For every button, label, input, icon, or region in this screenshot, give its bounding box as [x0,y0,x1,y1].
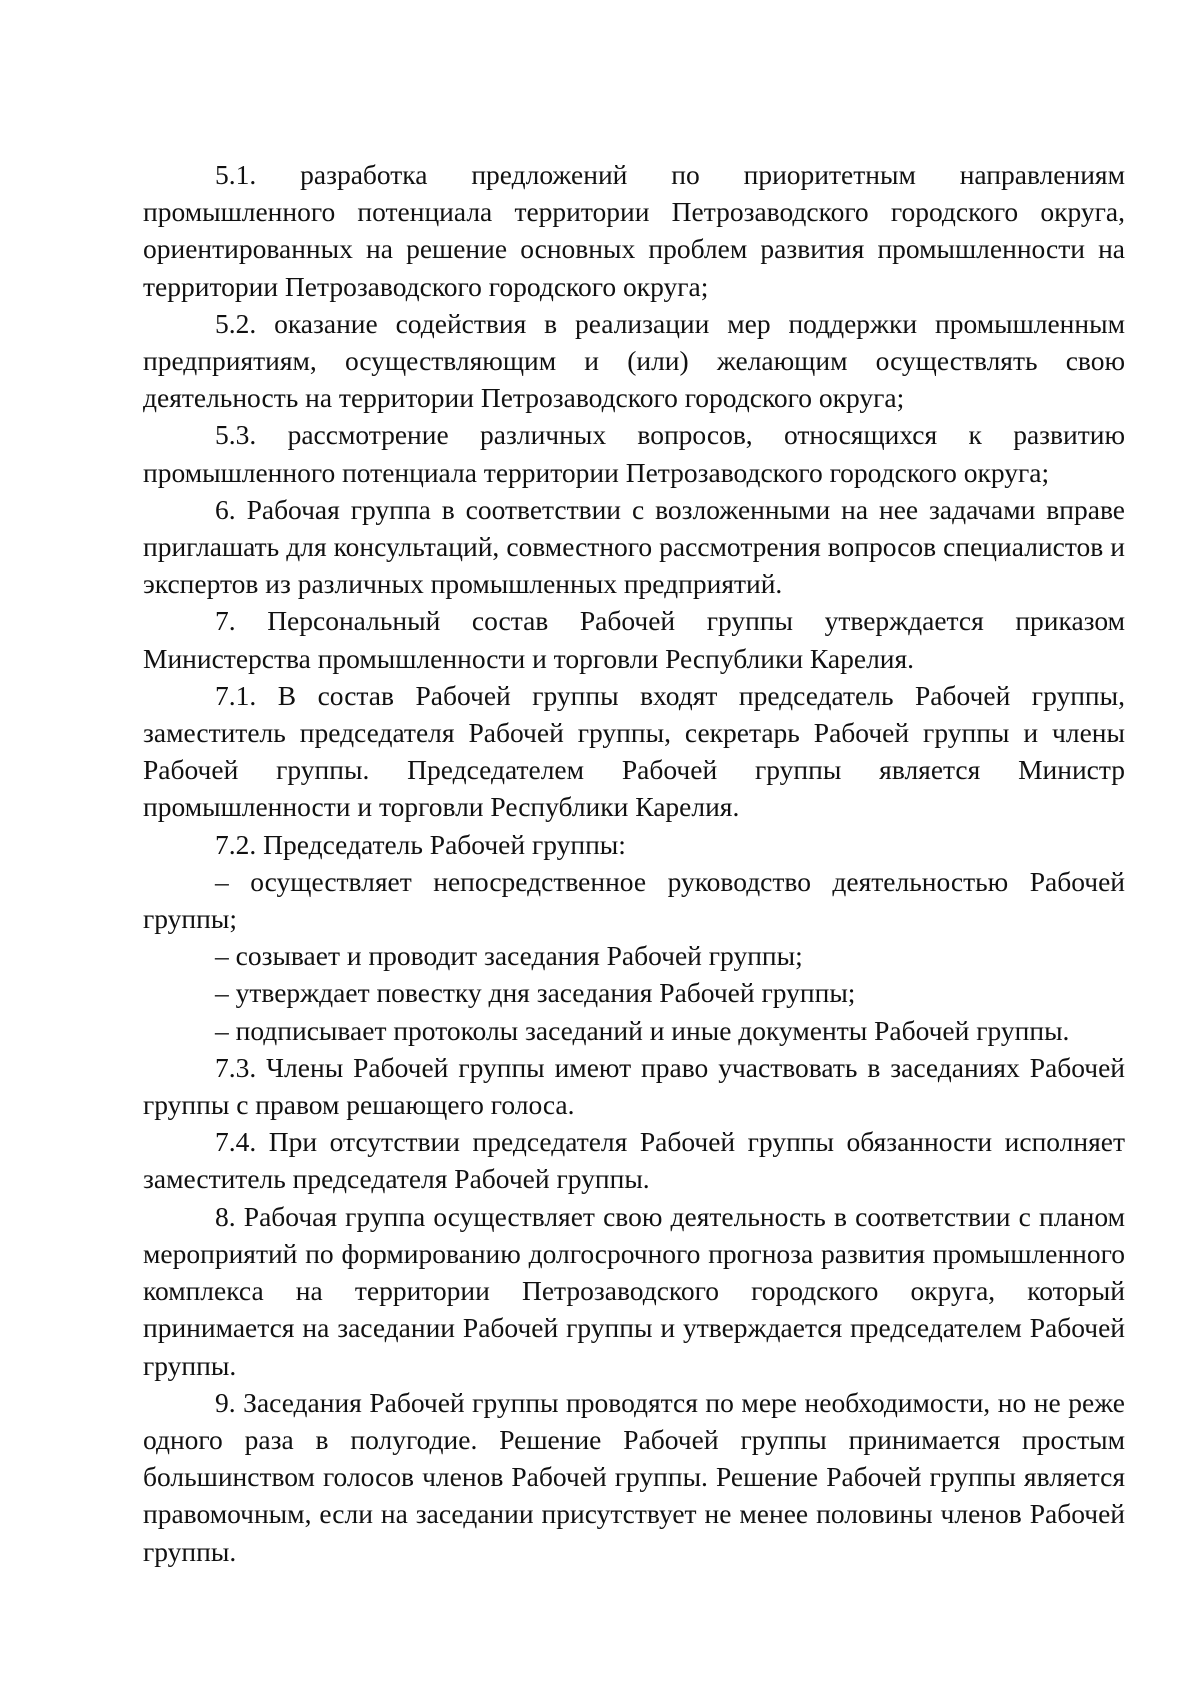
list-item-management: – осуществляет непосредственное руководство деятельностью Рабочей группы; [143,865,1125,935]
list-item-convene: – созывает и проводит заседания Рабочей группы; [215,940,803,972]
paragraph-7-4: 7.4. При отсутствии председателя Рабочей группы обязанности исполняет заместитель председателя Рабочей группы. [143,1126,1125,1195]
paragraph-8: 8. Рабочая группа осуществляет свою деятельность в соответствии с планом мероприятий по формированию долгосрочного прогноза развития промышленного комплекса на территории Петрозаводского городского округа, который принимается на заседании Рабочей группы и утверждается председателем Рабочей группы. [143,1200,1125,1381]
paragraph-7: 7. Персональный состав Рабочей группы утверждается приказом Министерства промышленности и торговли Республики Карелия. [143,605,1125,674]
list-item-sign: – подписывает протоколы заседаний и иные документы Рабочей группы. [215,1014,1070,1046]
paragraph-7-3: 7.3. Члены Рабочей группы имеют право участвовать в заседаниях Рабочей группы с правом решающего голоса. [143,1051,1125,1121]
paragraph-9: 9. Заседания Рабочей группы проводятся по мере необходимости, но не реже одного раза в полугодие. Решение Рабочей группы принимается простым большинством голосов членов Рабочей группы. Решение Рабочей группы является правомочным, если на заседании присутствует не менее половины членов Рабочей группы. [143,1386,1125,1567]
paragraph-7-2: 7.2. Председатель Рабочей группы: [215,828,626,860]
paragraph-6: 6. Рабочая группа в соответствии с возложенными на нее задачами вправе приглашать для консультаций, совместного рассмотрения вопросов специалистов и экспертов из различных промышленных предприятий. [143,493,1125,600]
list-item-agenda: – утверждает повестку дня заседания Рабочей группы; [215,977,856,1009]
paragraph-5-2: 5.2. оказание содействия в реализации мер поддержки промышленным предприятиям, осуществляющим и (или) желающим осуществлять свою деятельность на территории Петрозаводского городского округа; [143,307,1125,414]
document-body [143,156,1125,1570]
paragraph-5-3: 5.3. рассмотрение различных вопросов, относящихся к развитию промышленного потенциала территории Петрозаводского городского округа; [143,419,1125,488]
paragraph-5-1: 5.1. разработка предложений по приоритетным направлениям промышленного потенциала территории Петрозаводского городского округа, ориентированных на решение основных проблем развития промышленности на территории Петрозаводского городского округа; [143,159,1125,302]
paragraph-7-1: 7.1. В состав Рабочей группы входят председатель Рабочей группы, заместитель председателя Рабочей группы, секретарь Рабочей группы и члены Рабочей группы. Председателем Рабочей группы является Министр промышленности и торговли Республики Карелия. [143,679,1125,823]
